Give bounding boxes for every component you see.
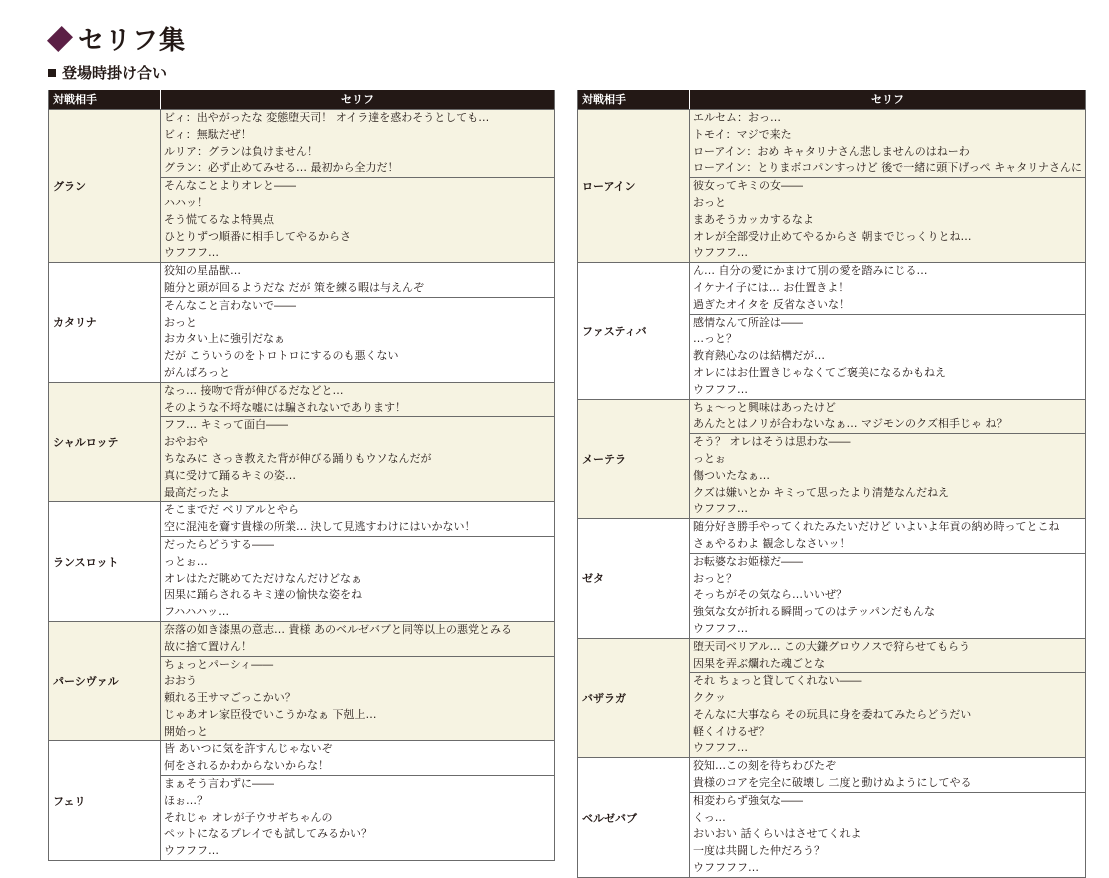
dialogue-line: じゃあオレ家臣役でいこうかなぁ 下剋上… [164, 707, 377, 721]
dialogue-line: まぁそう言わずに―― [164, 777, 274, 791]
dialogue-line: ん… 自分の愛にかまけて別の愛を踏みにじる… [693, 264, 928, 278]
dialogue-block [690, 792, 1085, 877]
dialogue-line: おっと？ [693, 571, 737, 585]
dialogue-line: おっと [692, 195, 726, 209]
dialogue-line: そんなに大事なら その玩具に身を委ねてみたらどうだい [693, 707, 972, 721]
dialogue-cell [161, 110, 554, 262]
dialogue-line: ペットになるプレイでも試してみるかい？ [164, 827, 373, 841]
dialogue-line: ウフフフ… [693, 502, 748, 516]
dialogue-line: 相変わらず強気な―― [693, 793, 803, 807]
dialogue-block [690, 110, 1085, 177]
dialogue-block [690, 263, 1085, 313]
dialogue-line: まあそうカッカするなよ [692, 212, 814, 226]
table-header [578, 90, 1085, 109]
dialogue-block [690, 553, 1085, 638]
dialogue-line: ローアイン：おめ キャタリナさん悲しませんのはねーわ [692, 144, 970, 158]
table-row [578, 638, 1085, 758]
header-lines: セリフ [341, 93, 374, 106]
dialogue-cell [161, 622, 554, 741]
dialogue-line: そう慌てるなよ特異点 [164, 212, 274, 226]
table-row [578, 518, 1085, 638]
dialogue-line: 奈落の如き漆黒の意志… 貴様 あのベルゼバブと同等以上の悪党とみる [164, 622, 512, 636]
dialogue-line: ちなみに さっき教えた背が伸びる踊りもウソなんだが [164, 451, 432, 465]
section-title [48, 62, 167, 83]
dialogue-block [690, 177, 1085, 262]
dialogue-cell [690, 110, 1085, 262]
dialogue-line: ウフフフ… [164, 844, 219, 858]
dialogue-line: トモイ：マジで来た [692, 127, 792, 141]
dialogue-line: 頼れる王サマごっこかい？ [164, 691, 296, 705]
dialogue-line: そのような不埒な嘘には騙されないであります！ [164, 400, 406, 414]
opponent-name: カタリナ [49, 263, 161, 382]
dialogue-line: それじゃ オレが子ウサギちゃんの [164, 810, 333, 824]
opponent-name: ゼタ [578, 519, 690, 638]
dialogue-line: あんたとはノリが合わないなぁ… マジモンのクズ相手じゃ ね？ [693, 417, 1008, 431]
dialogue-line: オレはただ眺めてただけなんだけどなぁ [164, 571, 362, 585]
dialogue-cell [690, 519, 1085, 638]
dialogue-line: ほぉ…？ [164, 793, 208, 807]
dialogue-line: がんばろっと [164, 365, 230, 379]
dialogue-line: 感情なんて所詮は―― [693, 315, 803, 329]
table-row [49, 262, 554, 382]
dialogue-line: ウフフフ… [693, 621, 748, 635]
dialogue-line: 貴様のコアを完全に破壊し 二度と動けぬようにしてやる [693, 776, 972, 790]
dialogue-block [690, 314, 1085, 399]
dialogue-line: ちょ〜っと興味はあったけど [693, 400, 836, 414]
dialogue-line: 故に捨て置けん！ [164, 639, 252, 653]
dialogue-line: ウフフフフ… [693, 861, 759, 875]
dialogue-line: さぁやるわよ 観念しなさいッ！ [693, 536, 851, 550]
dialogue-block [161, 416, 554, 501]
dialogue-line: そんなことよりオレと―― [164, 179, 296, 193]
dialogue-cell [690, 639, 1085, 758]
opponent-name: ベルゼバブ [578, 758, 690, 877]
dialogue-line: それ ちょっと貸してくれない―― [693, 674, 862, 688]
dialogue-block [690, 433, 1085, 518]
dialogue-block [161, 177, 554, 262]
dialogue-cell [161, 263, 554, 382]
dialogue-line: お転婆なお姫様だ―― [693, 554, 803, 568]
dialogue-line: だが こういうのをトロトロにするのも悪くない [164, 349, 399, 363]
dialogue-line: 随分好き勝手やってくれたみたいだけど いよいよ年貢の納め時ってとこね [693, 520, 1060, 534]
opponent-name: グラン [49, 110, 161, 262]
dialogue-line: グラン：必ず止めてみせる… 最初から全力だ！ [164, 161, 399, 175]
square-bullet-icon [48, 69, 56, 77]
dialogue-line: フフ… キミって面白―― [164, 418, 289, 432]
dialogue-line: そう？ オレはそうは思わな―― [693, 435, 851, 449]
table-row [578, 399, 1085, 519]
dialogue-cell [690, 400, 1085, 519]
opponent-name: メーテラ [578, 400, 690, 519]
dialogue-block [161, 297, 554, 382]
opponent-name: ローアイン [578, 110, 690, 262]
dialogue-line: ククッ [693, 691, 726, 705]
dialogue-line: おっと [164, 315, 197, 329]
diamond-icon [47, 25, 73, 51]
dialogue-line: クズは嫌いとか キミって思ったより清楚なんだねえ [693, 485, 949, 499]
table-row [578, 262, 1085, 398]
dialogue-line: 因果に踊らされるキミ達の愉快な姿をね [164, 588, 362, 602]
opponent-name: ファスティバ [578, 263, 690, 398]
section-title-text: 登場時掛け合い [62, 64, 168, 82]
page-title [48, 20, 186, 57]
dialogue-block [161, 741, 554, 775]
page-title-text: セリフ集 [78, 26, 187, 56]
opponent-name: シャルロッテ [49, 383, 161, 502]
dialogue-line: くっ… [693, 810, 726, 824]
dialogue-line: 教育熱心なのは結構だが… [693, 349, 825, 363]
dialogue-cell [161, 741, 554, 860]
dialogue-line: 何をされるかわからないからな！ [164, 759, 329, 773]
opponent-name: ランスロット [49, 502, 161, 621]
dialogue-block [161, 656, 554, 741]
dialogue-line: っとぉ… [164, 554, 208, 568]
dialogue-table-left [48, 90, 555, 861]
dialogue-line: イケナイ子には… お仕置きよ！ [693, 280, 850, 294]
dialogue-cell [161, 383, 554, 502]
dialogue-block [690, 672, 1085, 757]
dialogue-line: ビィ：無駄だぜ！ [164, 127, 252, 141]
dialogue-block [161, 110, 554, 177]
dialogue-line: ルリア：グランは負けません！ [164, 144, 318, 158]
dialogue-line: だったらどうする―― [164, 537, 274, 551]
dialogue-line: 一度は共闘した仲だろう？ [693, 844, 825, 858]
table-row [578, 757, 1085, 877]
dialogue-line: フハハハッ… [164, 605, 230, 619]
table-row [49, 109, 554, 262]
dialogue-cell [690, 758, 1085, 877]
table-header [49, 90, 554, 109]
dialogue-line: ビィ：出やがったな 変態堕天司！ オイラ達を惑わそうとしても… [164, 111, 490, 124]
dialogue-line: …っと？ [693, 332, 737, 346]
dialogue-line: 過ぎたオイタを 反省なさいな！ [693, 297, 850, 311]
dialogue-line: 真に受けて踊るキミの姿… [164, 468, 296, 482]
dialogue-line: 空に混沌を齎す貴様の所業… 決して見逃すわけにはいかない！ [164, 520, 476, 534]
dialogue-line: 因果を弄ぶ爛れた魂ごとな [693, 656, 825, 670]
dialogue-line: おカタい上に強引だなぁ [164, 332, 285, 346]
dialogue-line: 強気な女が折れる瞬間ってのはテッパンだもんな [693, 605, 935, 619]
dialogue-line: そこまでだ ベリアルとやら [164, 503, 300, 517]
dialogue-block [161, 383, 554, 417]
opponent-name: バザラガ [578, 639, 690, 758]
header-opponent: 対戦相手 [49, 90, 161, 109]
dialogue-line: 軽くイけるぜ？ [693, 724, 770, 738]
dialogue-line: そんなこと言わないで―― [164, 298, 296, 312]
dialogue-line: オレが全部受け止めてやるからさ 朝までじっくりとね… [692, 229, 972, 243]
dialogue-line: ローアイン：とりまボコパンすっけど 後で一緒に頭下げっぺ キャタリナさんに [692, 161, 1082, 175]
dialogue-cell [161, 502, 554, 621]
table-row [49, 740, 554, 860]
dialogue-line: 狡知の星晶獣… [164, 264, 241, 278]
dialogue-line: 堕天司ベリアル… この大鎌グロウノスで狩らせてもらう [693, 639, 970, 653]
header-opponent: 対戦相手 [578, 90, 690, 109]
dialogue-line: エルセム：おっ… [692, 111, 781, 124]
dialogue-line: ウフフフ… [164, 246, 219, 260]
dialogue-block [690, 400, 1085, 434]
dialogue-line: 傷ついたなぁ… [693, 468, 770, 482]
dialogue-line: なっ… 接吻で背が伸びるだなどと… [164, 383, 344, 397]
opponent-name: パーシヴァル [49, 622, 161, 741]
dialogue-line: 随分と頭が回るようだな だが 策を練る暇は与えんぞ [164, 280, 424, 294]
dialogue-block [161, 536, 554, 621]
dialogue-line: ウフフフ… [693, 382, 748, 396]
dialogue-block [161, 263, 554, 297]
dialogue-line: ウフフフ… [692, 246, 748, 260]
dialogue-line: 皆 あいつに気を許すんじゃないぞ [164, 742, 333, 756]
table-row [49, 621, 554, 741]
dialogue-line: っとぉ [693, 451, 726, 465]
dialogue-block [161, 775, 554, 860]
dialogue-block [690, 519, 1085, 553]
dialogue-line: おやおや [164, 435, 208, 449]
dialogue-cell [690, 263, 1085, 398]
opponent-name: フェリ [49, 741, 161, 860]
dialogue-line: おおう [164, 674, 197, 688]
dialogue-block [690, 758, 1085, 792]
dialogue-line: 最高だったよ [164, 485, 230, 499]
table-row [49, 501, 554, 621]
dialogue-line: 開始っと [164, 724, 208, 738]
dialogue-table-right [577, 90, 1086, 878]
dialogue-line: 狡知…この刻を待ちわびたぞ [693, 759, 836, 773]
table-row [49, 382, 554, 502]
table-row [578, 109, 1085, 262]
header-lines: セリフ [871, 93, 904, 106]
dialogue-line: 彼女ってキミの女―― [692, 179, 803, 193]
dialogue-line: ハハッ！ [164, 195, 208, 209]
dialogue-block [161, 502, 554, 536]
dialogue-line: ちょっとパーシィ―― [164, 657, 274, 671]
dialogue-line: おいおい 話くらいはさせてくれよ [693, 827, 862, 841]
dialogue-block [690, 639, 1085, 673]
dialogue-line: ひとりずつ順番に相手してやるからさ [164, 229, 351, 243]
dialogue-block [161, 622, 554, 656]
dialogue-line: そっちがその気なら…いいぜ？ [693, 588, 847, 602]
dialogue-line: ウフフフ… [693, 741, 748, 755]
dialogue-line: オレにはお仕置きじゃなくてご褒美になるかもねえ [693, 365, 946, 379]
